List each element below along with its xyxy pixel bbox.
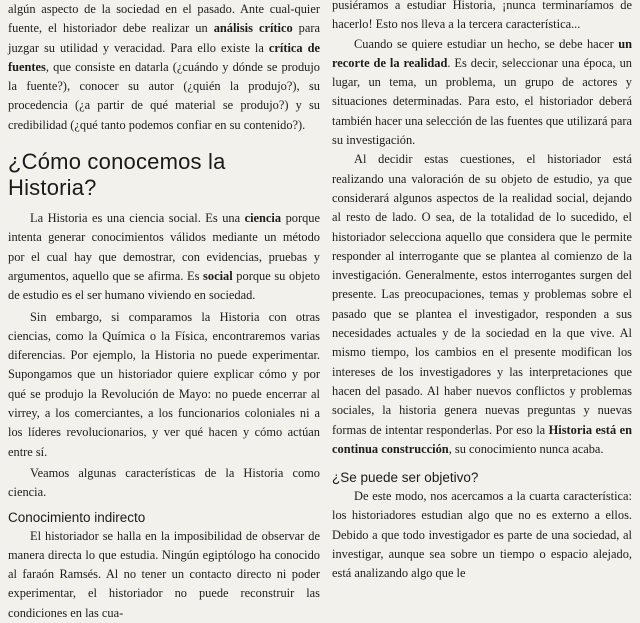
text-run: , su conocimiento nunca acaba. [448,441,604,456]
text-run: El historiador se halla en la imposibilidad de observar de manera directa lo que estudia. Ningún egiptólogo ha conocido al faraón Ramsés. Al no tener un contacto directo ni poder experimentar, el historiador no puede reconstruir las condiciones en las cua- [8,528,320,620]
section-heading: ¿Cómo conocemos la Historia? [8,149,226,201]
subheading-conocimiento-indirecto: Conocimiento indirecto [8,509,146,525]
paragraph-valoracion [332,150,632,459]
text-run: Cuando se quiere estudiar un hecho, se debe hacer [354,36,619,51]
intro-paragraph [8,0,320,135]
text-run: Al decidir estas cuestiones, el historiador está realizando una valoración de su objeto de estudio, ya que considerará algunos aspectos de la realidad social, dejando al resto de lado. O sea, de la totalidad de lo sucedido, el historiador selecciona aquello que considera que le permite responder al interrogante que se plantea al comienzo de la investigación. Generalmente, estos interrogantes surgen del presente. Las preocupaciones, temas y problemas sobre el pasado que se plantea el investigador, responden a sus necesidades actuales y de la sociedad en la que vive. Al mismo tiempo, los cambios en el presente modifican los intereses de los investigadores y las interpretaciones que hacen del pasado. Al haber nuevos conflictos y problemas sociales, la historia genera nuevas preguntas y nuevas formas de intentar responderlas. Por eso la [332,152,632,437]
text-run: porque su objeto de estudio es el ser humano viviendo en sociedad. [8,268,320,303]
bold-term: un recorte de la realidad [332,36,632,70]
bold-term: análisis crítico [213,21,293,36]
text-run: para juzgar su utilidad y veracidad. Para ello existe la [8,21,321,55]
right-column [332,0,632,584]
paragraph-recorte [332,35,632,151]
bold-term: social [203,268,233,283]
text-run: pusiéramos a estudiar Historia, ¡nunca terminaríamos de hacerlo! Esto nos lleva a la tercera característica... [332,0,632,32]
left-column [8,0,320,623]
paragraph-ciencia-social [8,209,320,305]
paragraph-caracteristicas [8,464,320,503]
bold-term: crítica de fuentes [8,40,320,74]
text-run: La Historia es una ciencia social. Es una [30,211,245,226]
paragraph-diferencias [8,308,320,462]
text-run: , que consiste en datarla (¿cuándo y dónde se produjo la fuente?), conocer su autor (¿quién la produjo?), su procedencia (¿a partir de qué material se produjo?) y su credibilidad (¿qué tanto podemos confiar en su contenido?). [8,59,320,132]
text-run: algún aspecto de la sociedad en el pasado. Ante cual-quier fuente, el historiador debe realizar un [8,2,320,36]
text-run: De este modo, nos acercamos a la cuarta característica: los historiadores estudian algo que no es externo a ellos. Debido a que todo investigador es parte de una sociedad, al investigar, aunque sea sobre un tiempo o espacio alejado, está analizando algo que le [332,489,632,581]
paragraph-continuation [332,0,632,35]
text-run: Veamos algunas características de la Historia como ciencia. [8,465,320,500]
paragraph-conocimiento-indirecto [8,527,320,623]
text-run: porque intenta generar conocimientos válidos mediante un método por el cual hay que demostrar, con evidencias, pruebas y argumentos, aquello que se afirma. Es [8,211,320,283]
paragraph-cuarta-caracteristica [332,487,632,583]
subheading-objetivo: ¿Se puede ser objetivo? [332,470,479,486]
text-run: Sin embargo, si comparamos la Historia con otras ciencias, como la Química o la Física, encontraremos varias diferencias. Por ejemplo, la Historia no puede experimentar. Supongamos que un historiador quiere explicar cómo y por qué se produjo la Revolución de Mayo: no puede encerrar al virrey, a los comerciantes, a los funcionarios coloniales ni a los líderes revolucionarios, y ver qué hacen y cómo actúan entre sí. [8,309,320,459]
bold-term: Historia está en continua construcción [332,422,632,456]
text-run: . Es decir, seleccionar una época, un lugar, un tema, un problema, un grupo de actores y situaciones determinadas. Para esto, el historiador deberá también hacer una selección de las fuentes que utilizará para su investigación. [332,55,632,148]
bold-term: ciencia [244,211,282,226]
